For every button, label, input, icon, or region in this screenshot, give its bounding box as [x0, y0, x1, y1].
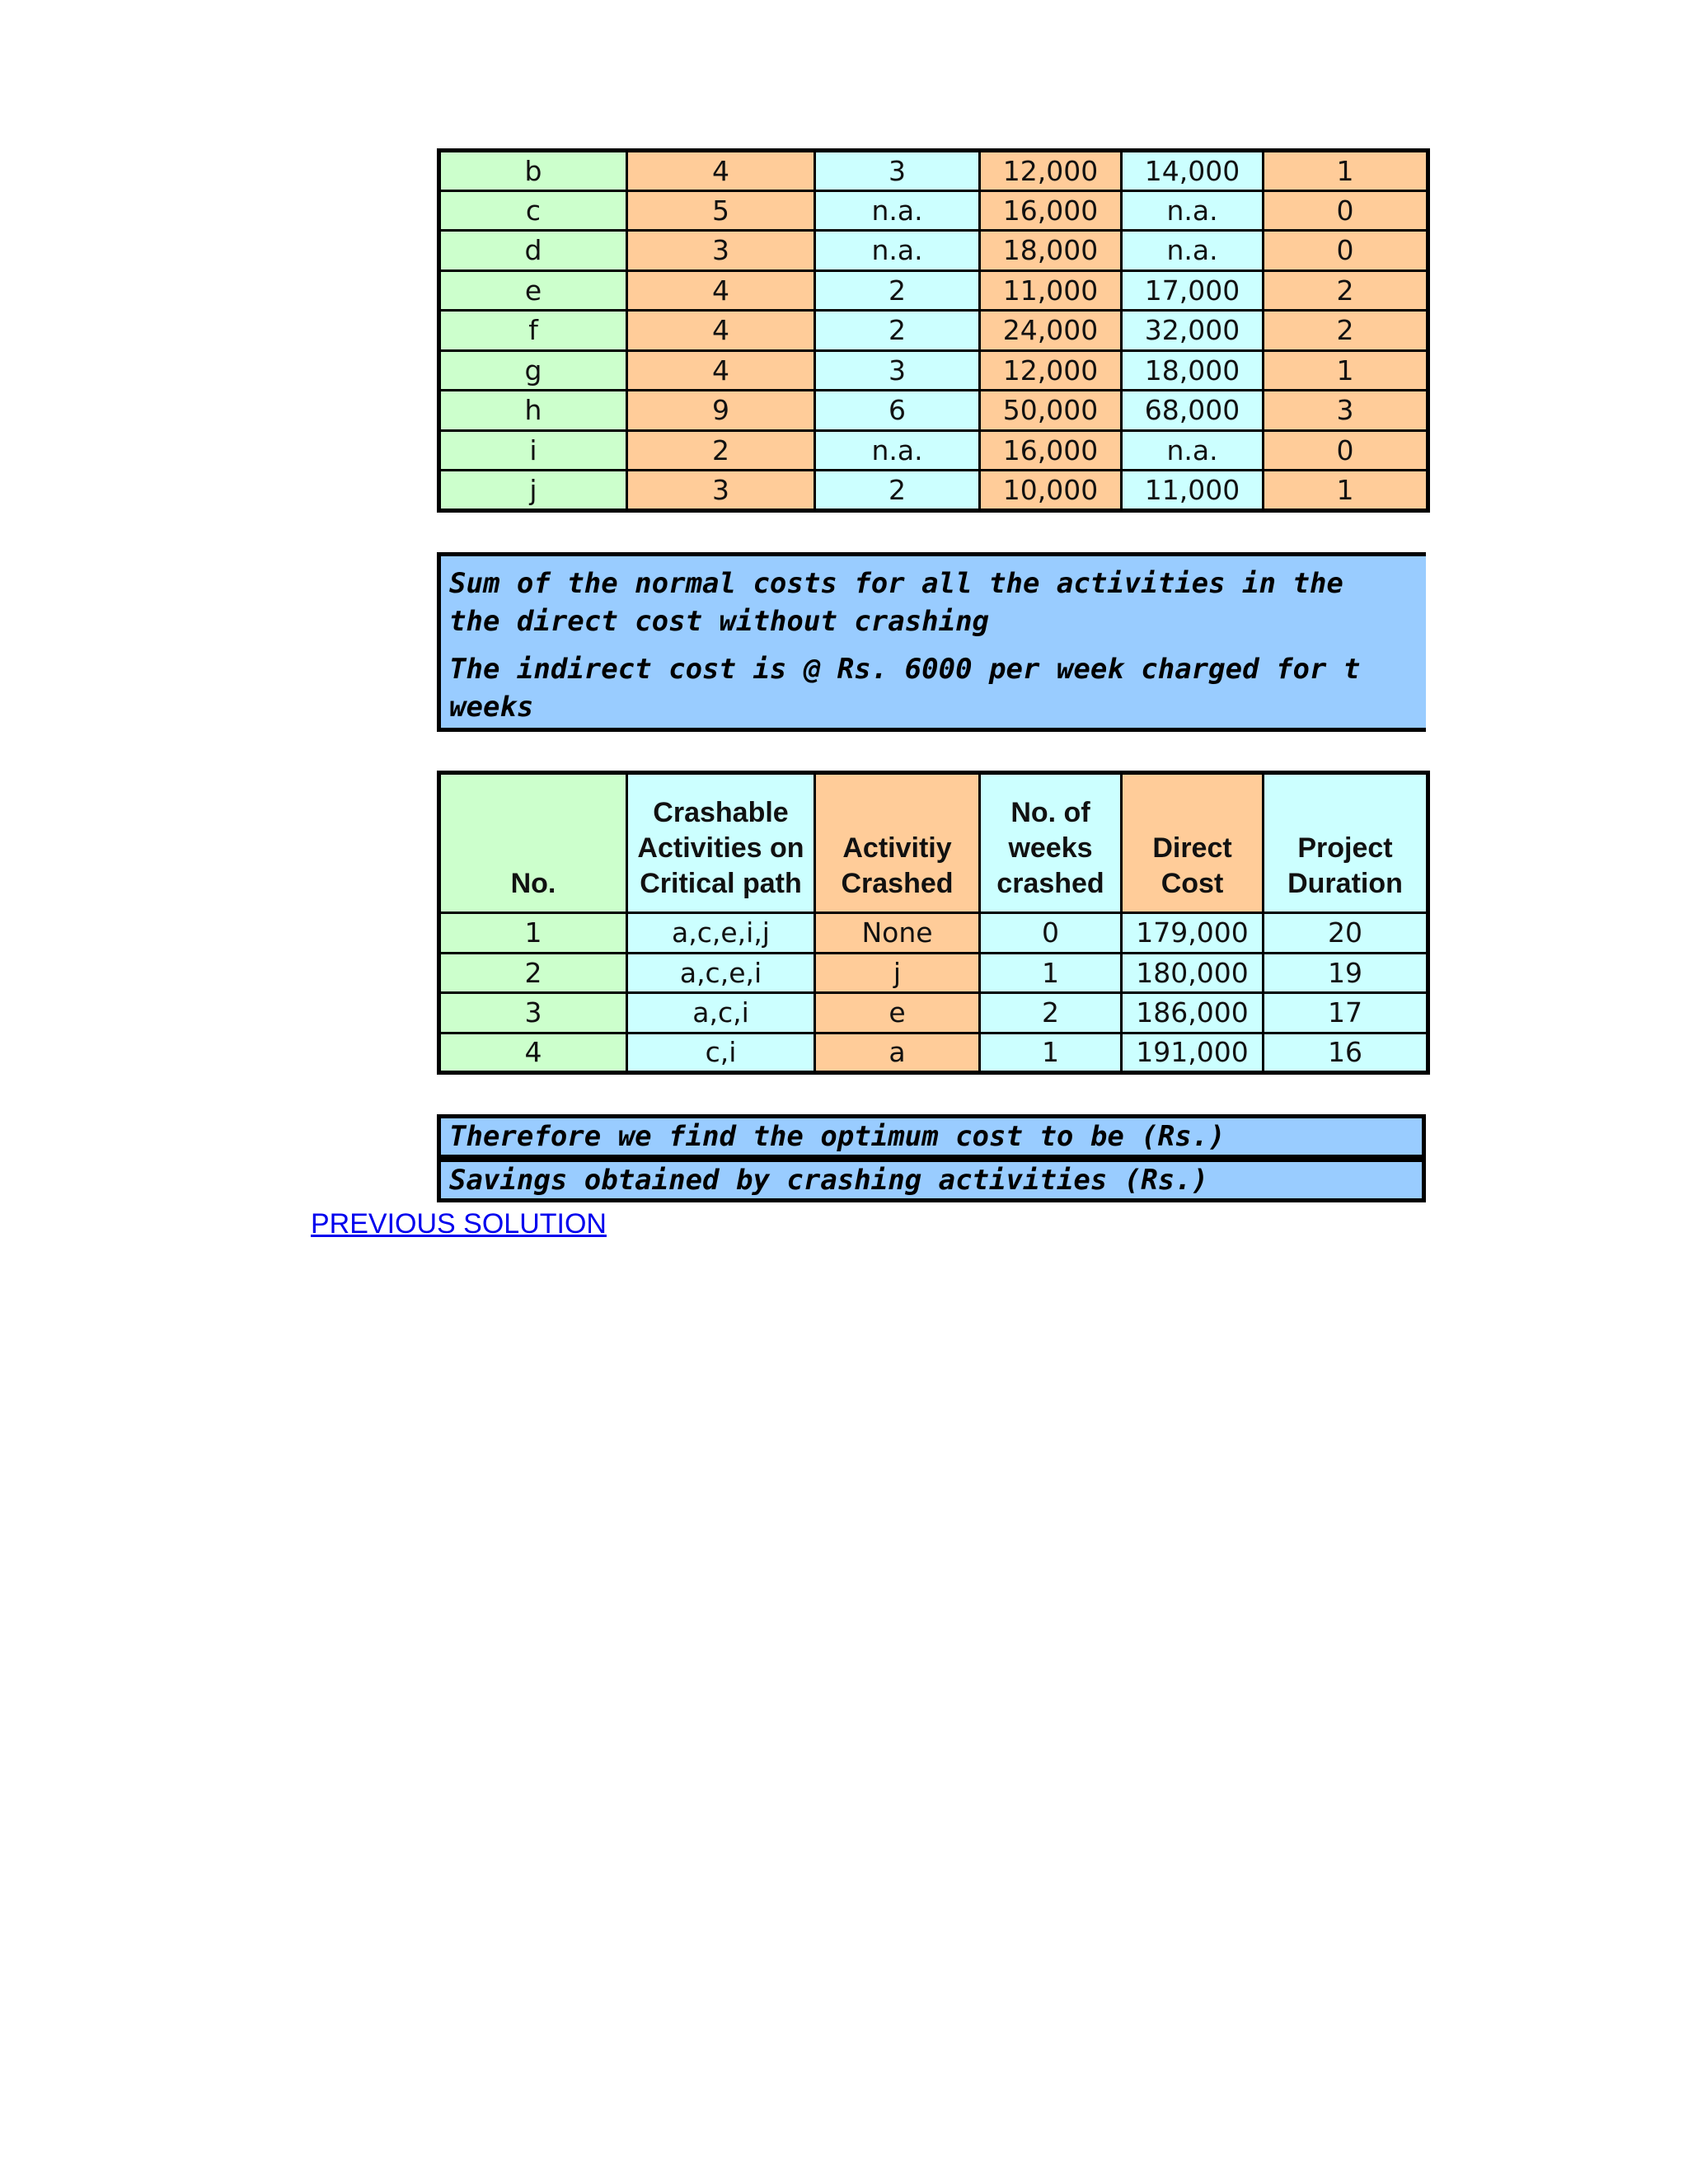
activity-cell: c: [439, 190, 627, 231]
weeks-crashed-cell: 0: [980, 913, 1122, 954]
activity-cell: f: [439, 311, 627, 351]
table-row: [439, 1033, 1428, 1073]
crash-time-cell: 3: [815, 350, 980, 391]
weeks-crashed-cell: 2: [980, 993, 1122, 1033]
crash-time-cell: 3: [815, 151, 980, 191]
max-crash-weeks-cell: 2: [1264, 311, 1428, 351]
table-row: [439, 430, 1428, 471]
indirect-cost-note-line1: The indirect cost is @ Rs. 6000 per week charged for t: [449, 653, 1361, 686]
crash-time-cell: n.a.: [815, 190, 980, 231]
max-crash-weeks-cell: 0: [1264, 190, 1428, 231]
crash-cost-cell: n.a.: [1122, 430, 1264, 471]
activity-cell: b: [439, 151, 627, 191]
activity-cell: i: [439, 430, 627, 471]
normal-time-cell: 2: [627, 430, 815, 471]
table-row: [439, 311, 1428, 351]
normal-cost-note-line2: the direct cost without crashing: [449, 605, 990, 638]
normal-cost-cell: 12,000: [980, 350, 1122, 391]
step-no-cell: 1: [439, 913, 627, 954]
normal-time-cell: 4: [627, 270, 815, 311]
project-duration-cell: 17: [1264, 993, 1428, 1033]
direct-cost-cell: 179,000: [1122, 913, 1264, 954]
crashable-activities-cell: a,c,i: [627, 993, 815, 1033]
previous-solution-link[interactable]: PREVIOUS SOLUTION: [311, 1208, 607, 1240]
crashable-activities-cell: a,c,e,i,j: [627, 913, 815, 954]
normal-cost-cell: 10,000: [980, 471, 1122, 511]
table-row: [439, 270, 1428, 311]
normal-time-cell: 5: [627, 190, 815, 231]
crash-cost-cell: 11,000: [1122, 471, 1264, 511]
max-crash-weeks-cell: 1: [1264, 151, 1428, 191]
normal-cost-cell: 18,000: [980, 231, 1122, 271]
table-row: [439, 151, 1428, 191]
optimum-cost-summary: Therefore we find the optimum cost to be (Rs.): [437, 1114, 1426, 1159]
normal-cost-cell: 16,000: [980, 190, 1122, 231]
crash-time-cell: 2: [815, 270, 980, 311]
max-crash-weeks-cell: 3: [1264, 391, 1428, 431]
project-duration-cell: 16: [1264, 1033, 1428, 1073]
direct-cost-cell: 180,000: [1122, 953, 1264, 993]
activity-crashed-cell: None: [815, 913, 980, 954]
column-header-no: No.: [439, 773, 627, 913]
savings-summary: Savings obtained by crashing activities (Rs.): [437, 1158, 1426, 1202]
activity-cell: d: [439, 231, 627, 271]
normal-time-cell: 9: [627, 391, 815, 431]
crashable-activities-cell: c,i: [627, 1033, 815, 1073]
column-header-weeks-crashed: No. of weeks crashed: [980, 773, 1122, 913]
activity-crashed-cell: e: [815, 993, 980, 1033]
table-row: [439, 231, 1428, 271]
normal-cost-cell: 16,000: [980, 430, 1122, 471]
step-no-cell: 3: [439, 993, 627, 1033]
normal-cost-cell: 12,000: [980, 151, 1122, 191]
normal-cost-cell: 11,000: [980, 270, 1122, 311]
column-header-direct-cost: Direct Cost: [1122, 773, 1264, 913]
column-header-crashable-activities: Crashable Activities on Critical path: [627, 773, 815, 913]
activity-cell: e: [439, 270, 627, 311]
normal-cost-cell: 24,000: [980, 311, 1122, 351]
column-header-project-duration: Project Duration: [1264, 773, 1428, 913]
activity-cell: j: [439, 471, 627, 511]
crash-cost-cell: n.a.: [1122, 231, 1264, 271]
activity-cell: g: [439, 350, 627, 391]
direct-cost-cell: 191,000: [1122, 1033, 1264, 1073]
direct-cost-cell: 186,000: [1122, 993, 1264, 1033]
column-header-activity-crashed: Activitiy Crashed: [815, 773, 980, 913]
activity-cell: h: [439, 391, 627, 431]
crashable-activities-cell: a,c,e,i: [627, 953, 815, 993]
normal-time-cell: 3: [627, 471, 815, 511]
crash-cost-cell: 68,000: [1122, 391, 1264, 431]
cost-notes-box: [437, 552, 1426, 732]
crash-time-cell: 2: [815, 471, 980, 511]
table-row: [439, 913, 1428, 954]
table-row: [439, 953, 1428, 993]
crashing-steps-table: [437, 771, 1430, 1075]
project-duration-cell: 20: [1264, 913, 1428, 954]
normal-time-cell: 4: [627, 311, 815, 351]
weeks-crashed-cell: 1: [980, 953, 1122, 993]
crash-cost-cell: 14,000: [1122, 151, 1264, 191]
table-header-row: [439, 773, 1428, 913]
table-row: [439, 993, 1428, 1033]
max-crash-weeks-cell: 2: [1264, 270, 1428, 311]
crash-time-cell: 2: [815, 311, 980, 351]
max-crash-weeks-cell: 0: [1264, 430, 1428, 471]
normal-cost-cell: 50,000: [980, 391, 1122, 431]
crash-time-cell: n.a.: [815, 231, 980, 271]
normal-cost-note-line1: Sum of the normal costs for all the activities in the: [449, 567, 1343, 600]
indirect-cost-note-line2: weeks: [449, 691, 534, 724]
max-crash-weeks-cell: 1: [1264, 471, 1428, 511]
table-row: [439, 391, 1428, 431]
crash-time-cell: 6: [815, 391, 980, 431]
project-duration-cell: 19: [1264, 953, 1428, 993]
table-row: [439, 471, 1428, 511]
step-no-cell: 2: [439, 953, 627, 993]
normal-time-cell: 4: [627, 151, 815, 191]
normal-time-cell: 4: [627, 350, 815, 391]
crash-cost-cell: 17,000: [1122, 270, 1264, 311]
activity-crashed-cell: j: [815, 953, 980, 993]
max-crash-weeks-cell: 1: [1264, 350, 1428, 391]
activity-cost-table: [437, 148, 1430, 513]
table-row: [439, 350, 1428, 391]
crash-time-cell: n.a.: [815, 430, 980, 471]
activity-crashed-cell: a: [815, 1033, 980, 1073]
max-crash-weeks-cell: 0: [1264, 231, 1428, 271]
weeks-crashed-cell: 1: [980, 1033, 1122, 1073]
crash-cost-cell: 32,000: [1122, 311, 1264, 351]
normal-time-cell: 3: [627, 231, 815, 271]
table-row: [439, 190, 1428, 231]
step-no-cell: 4: [439, 1033, 627, 1073]
crash-cost-cell: 18,000: [1122, 350, 1264, 391]
crash-cost-cell: n.a.: [1122, 190, 1264, 231]
